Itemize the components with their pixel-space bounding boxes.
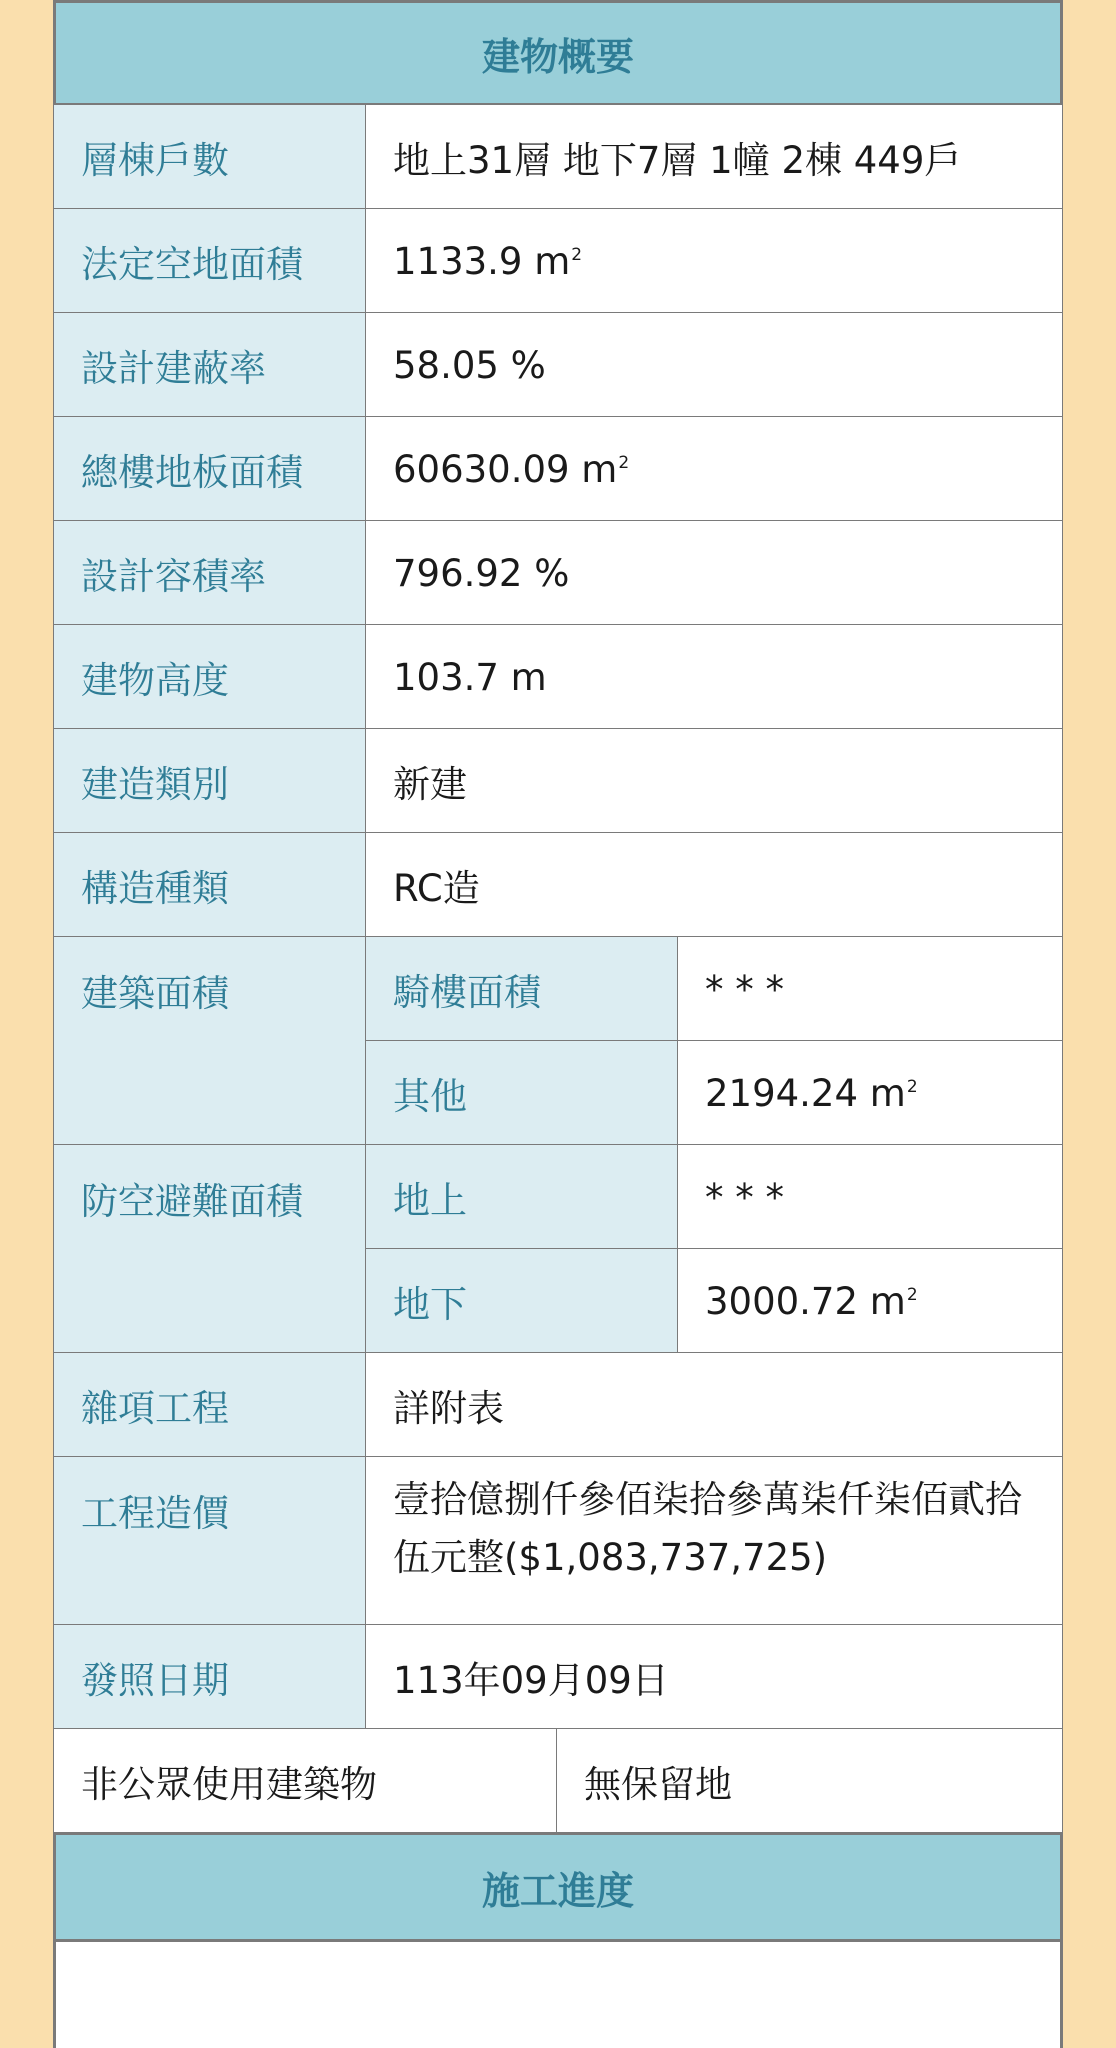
value-permit-date [365, 1624, 1063, 1730]
value-far [365, 520, 1063, 626]
value-coverage-text: 58.05 % [393, 343, 546, 387]
value-far-text: 796.92 % [393, 551, 570, 595]
unit-superscript: 2 [906, 1285, 918, 1305]
label-other-area [365, 1040, 679, 1146]
unit-superscript: 2 [618, 453, 630, 473]
value-misc-works-text: 詳附表 [393, 1387, 504, 1430]
value-other-area [677, 1040, 1063, 1146]
label-shelter-below [365, 1248, 679, 1354]
label-coverage-text: 設計建蔽率 [81, 347, 266, 390]
label-build-type-text: 建造類別 [81, 763, 229, 806]
value-cost [365, 1456, 1063, 1626]
section-header-building-summary [53, 0, 1063, 106]
value-coverage [365, 312, 1063, 418]
label-shelter-area [53, 1144, 367, 1356]
value-height [365, 624, 1063, 730]
label-total-floor-area-text: 總樓地板面積 [81, 451, 303, 494]
value-build-type [365, 728, 1063, 834]
value-total-floor-area-text: 60630.09 m [393, 447, 618, 491]
label-permit-date [53, 1624, 367, 1730]
value-shelter-above-text: * * * [705, 1175, 785, 1219]
value-arcade-area-text: * * * [705, 967, 785, 1011]
label-height [53, 624, 367, 730]
value-structure-text: RC造 [393, 867, 480, 910]
value-cost-text: 壹拾億捌仟參佰柒拾參萬柒仟柒佰貳拾伍元整($1,083,737,725) [393, 1478, 1022, 1579]
value-permit-date-text: 113年09月09日 [393, 1659, 669, 1702]
label-permit-date-text: 發照日期 [81, 1659, 229, 1702]
label-far [53, 520, 367, 626]
label-misc-works-text: 雜項工程 [81, 1387, 229, 1430]
value-shelter-above [677, 1144, 1063, 1250]
label-far-text: 設計容積率 [81, 555, 266, 598]
next-section-title: 施工進度 [481, 1868, 634, 1913]
value-structure [365, 832, 1063, 938]
label-total-floor-area [53, 416, 367, 522]
label-shelter-above-text: 地上 [393, 1179, 467, 1222]
section-title: 建物概要 [481, 34, 634, 79]
value-open-space-text: 1133.9 m [393, 239, 571, 283]
label-other-area-text: 其他 [393, 1075, 467, 1118]
value-height-text: 103.7 m [393, 655, 547, 699]
label-building-area [53, 936, 367, 1148]
footer-left-cell [53, 1728, 558, 1834]
label-floors-text: 層棟戶數 [81, 139, 229, 182]
label-cost-text: 工程造價 [81, 1492, 229, 1535]
section-header-construction-progress [53, 1832, 1063, 1942]
label-structure-text: 構造種類 [81, 867, 229, 910]
label-building-area-text: 建築面積 [81, 972, 229, 1015]
value-build-type-text: 新建 [393, 763, 467, 806]
value-total-floor-area [365, 416, 1063, 522]
label-build-type [53, 728, 367, 834]
label-misc-works [53, 1352, 367, 1458]
label-open-space [53, 208, 367, 314]
value-open-space [365, 208, 1063, 314]
value-floors-text: 地上31層 地下7層 1幢 2棟 449戶 [393, 139, 962, 182]
label-open-space-text: 法定空地面積 [81, 243, 303, 286]
footer-right-text: 無保留地 [584, 1763, 732, 1806]
label-structure [53, 832, 367, 938]
label-shelter-above [365, 1144, 679, 1250]
unit-superscript: 2 [571, 245, 583, 265]
label-shelter-below-text: 地下 [393, 1283, 467, 1326]
value-arcade-area [677, 936, 1063, 1042]
label-height-text: 建物高度 [81, 659, 229, 702]
footer-right-cell [556, 1728, 1063, 1834]
footer-left-text: 非公眾使用建築物 [81, 1763, 377, 1806]
label-shelter-area-text: 防空避難面積 [81, 1180, 303, 1223]
label-coverage [53, 312, 367, 418]
label-arcade-area [365, 936, 679, 1042]
value-shelter-below [677, 1248, 1063, 1354]
unit-superscript: 2 [906, 1077, 918, 1097]
value-shelter-below-text: 3000.72 m [705, 1279, 906, 1323]
value-floors [365, 104, 1063, 210]
value-other-area-text: 2194.24 m [705, 1071, 906, 1115]
label-cost [53, 1456, 367, 1626]
label-arcade-area-text: 騎樓面積 [393, 971, 541, 1014]
label-floors [53, 104, 367, 210]
value-misc-works [365, 1352, 1063, 1458]
